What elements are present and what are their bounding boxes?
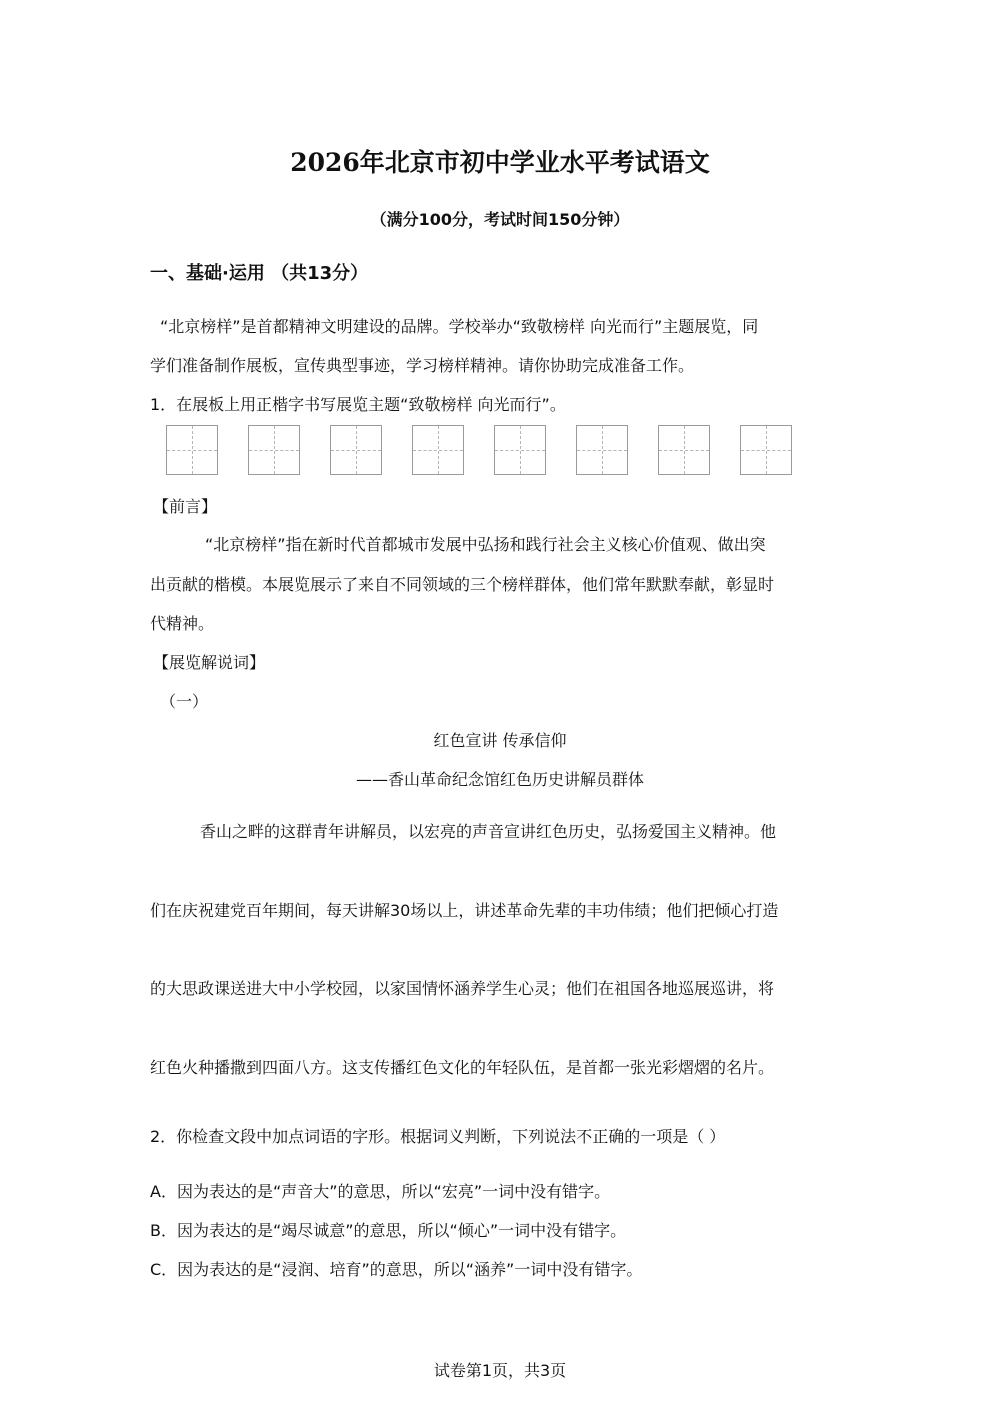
option-c[interactable]: C．因为表达的是“浸润、培育”的意思，所以“涵养”一词中没有错字。 — [150, 1260, 643, 1279]
passage-line-2: 们在庆祝建党百年期间，每天讲解30场以上，讲述革命先辈的丰功伟绩；他们把倾心打造 — [150, 901, 779, 920]
exam-subtitle: （满分100分，考试时间150分钟） — [370, 210, 630, 229]
writing-box[interactable] — [658, 425, 710, 475]
passage-line-1: 香山之畔的这群青年讲解员，以宏亮的声音宣讲红色历史，弘扬爱国主义精神。他 — [200, 822, 777, 841]
preface-line-3: 代精神。 — [150, 614, 215, 633]
exam-title: 2026年北京市初中学业水平考试语文 — [290, 148, 710, 177]
dotted-word: 熠熠 — [678, 1058, 711, 1077]
writing-box[interactable] — [494, 425, 546, 475]
writing-box[interactable] — [248, 425, 300, 475]
preface-heading: 【前言】 — [153, 497, 218, 516]
question-1: 1．在展板上用正楷字书写展览主题“致敬榜样 向光而行”。 — [150, 395, 566, 414]
writing-box[interactable] — [740, 425, 792, 475]
preface-line-1: “北京榜样”指在新时代首都城市发展中弘扬和践行社会主义核心价值观、做出突 — [205, 535, 766, 554]
option-b[interactable]: B．因为表达的是“竭尽诚意”的意思，所以“倾心”一词中没有错字。 — [150, 1221, 627, 1240]
intro-line-2: 学们准备制作展板，宣传典型事迹，学习榜样精神。请你协助完成准备工作。 — [150, 356, 695, 375]
intro-line-1: “北京榜样”是首都精神文明建设的品牌。学校举办“致敬榜样 向光而行”主题展览，同 — [160, 317, 759, 336]
dotted-word: 不正确 — [576, 1127, 625, 1146]
dotted-word: 倾心 — [714, 901, 747, 920]
exhibit-part: （一） — [160, 692, 209, 711]
section-heading: 一、基础·运用 （共13分） — [150, 263, 369, 284]
writing-box[interactable] — [330, 425, 382, 475]
page-footer: 试卷第1页，共3页 — [433, 1361, 567, 1380]
writing-grid — [166, 425, 794, 477]
writing-box[interactable] — [576, 425, 628, 475]
question-2: 2．你检查文段中加点词语的字形。根据词义判断，下列说法不正确的一项是（ ） — [150, 1127, 726, 1146]
exhibit-heading: 【展览解说词】 — [153, 653, 266, 672]
passage-line-3: 的大思政课送进大中小学校园，以家国情怀涵养学生心灵；他们在祖国各地巡展巡讲，将 — [150, 979, 775, 998]
dotted-word: 涵养 — [454, 979, 487, 998]
writing-box[interactable] — [166, 425, 218, 475]
dotted-word: 宏亮 — [424, 822, 457, 841]
exhibit-subtitle: ——香山革命纪念馆红色历史讲解员群体 — [355, 770, 644, 789]
exhibit-title: 红色宣讲 传承信仰 — [433, 731, 567, 750]
option-a[interactable]: A．因为表达的是“声音大”的意思，所以“宏亮”一词中没有错字。 — [150, 1182, 611, 1201]
writing-box[interactable] — [412, 425, 464, 475]
preface-line-2: 出贡献的楷模。本展览展示了来自不同领域的三个榜样群体，他们常年默默奉献，彰显时 — [150, 575, 775, 594]
passage-line-4: 红色火种播撒到四面八方。这支传播红色文化的年轻队伍，是首都一张光彩熠熠的名片。 — [150, 1058, 775, 1077]
